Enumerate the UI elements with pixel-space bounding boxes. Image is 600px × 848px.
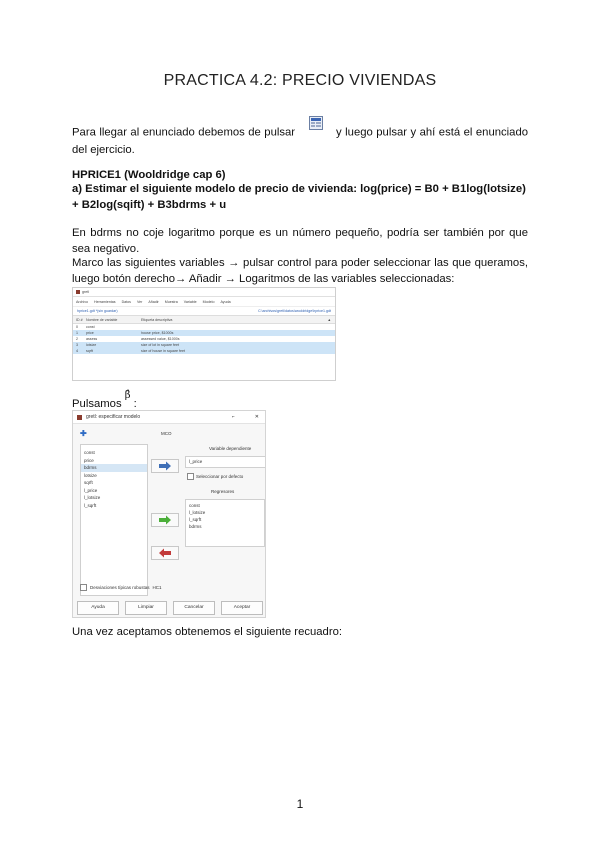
header-label: Etiqueta descriptiva	[141, 317, 173, 322]
menu-item[interactable]: Ver	[136, 299, 143, 304]
regressors-list	[185, 499, 265, 547]
variable-list	[80, 444, 148, 596]
beta-model-icon: β̂	[124, 390, 131, 402]
menu-item[interactable]: Añadir	[148, 299, 159, 304]
robust-type: HC1	[152, 585, 162, 590]
row-id: 1	[76, 331, 78, 335]
gretl-logo-icon	[77, 415, 82, 420]
dataset-icon	[309, 116, 323, 135]
row-name: price	[86, 331, 94, 335]
menu-item[interactable]: Ayuda	[220, 299, 231, 304]
arrow-right-icon	[152, 514, 178, 526]
row-id: 4	[76, 349, 78, 353]
dependent-variable-label: Variable dependiente	[209, 446, 252, 451]
list-item[interactable]: l_price	[84, 487, 98, 493]
list-item[interactable]: bdrms	[189, 524, 202, 529]
dependent-variable-field[interactable]	[185, 456, 266, 468]
default-checkbox[interactable]	[187, 473, 194, 480]
menu-item[interactable]: Herramientas	[93, 299, 116, 304]
row-name: const	[86, 325, 95, 329]
row-label: size of lot in square feet	[141, 343, 179, 347]
help-button[interactable]: Ayuda	[77, 601, 119, 615]
header-name: Nombre de variable	[86, 317, 118, 322]
main-menubar	[73, 297, 335, 307]
dataset-path-row	[73, 307, 335, 316]
maximize-icon[interactable]: ⌐	[231, 414, 235, 420]
row-label: assessed value, $1000s	[141, 337, 180, 341]
row-name: sqrft	[86, 349, 93, 353]
pulsamos-colon: :	[133, 398, 137, 410]
accept-button[interactable]: Aceptar	[221, 601, 263, 615]
main-window-title: gretl	[82, 290, 89, 294]
dataset-path: C:\archivos\gretl\datos\wooldridge\hprice1.gdt	[258, 309, 331, 313]
row-id: 0	[76, 325, 78, 329]
robust-checkbox-label: Desviaciones típicas robustas	[90, 585, 150, 590]
dependent-variable-value: l_price	[189, 459, 203, 464]
list-item[interactable]: price	[84, 457, 94, 463]
paragraph-steps: Marco las siguientes variables → pulsar control para poder seleccionar las que queramos, luego botón derecho→ Añadir → Logaritmos de las variables seleccionadas:	[72, 257, 528, 285]
menu-item[interactable]: Muestra	[164, 299, 178, 304]
row-id: 3	[76, 343, 78, 347]
arrow-right-icon	[152, 460, 178, 472]
list-item[interactable]: bdrms	[81, 464, 147, 472]
list-item[interactable]: sqrft	[84, 480, 93, 485]
exercise-heading: HPRICE1 (Wooldridge cap 6)	[72, 169, 226, 181]
header-id: ID #	[76, 317, 83, 322]
gretl-logo-icon	[76, 290, 80, 294]
row-label: house price, $1000s	[141, 331, 174, 335]
menu-item[interactable]: Datos	[121, 299, 131, 304]
row-name: assess	[86, 337, 98, 341]
clear-button[interactable]: Limpiar	[125, 601, 167, 615]
intro-text-part1: Para llegar al enunciado debemos de pulsar	[72, 126, 296, 139]
close-icon[interactable]: ✕	[254, 414, 259, 420]
list-item[interactable]: l_sqrft	[189, 517, 202, 522]
variable-table-header	[73, 316, 335, 324]
page-title: PRACTICA 4.2: PRECIO VIVIENDAS	[163, 72, 437, 89]
table-row[interactable]	[73, 348, 335, 354]
robust-checkbox[interactable]	[80, 584, 87, 591]
pulsamos-text: Pulsamos	[72, 398, 122, 410]
dialog-title: gretl: especificar modelo	[86, 414, 141, 420]
page-number: 1	[296, 797, 304, 811]
regressors-label: Regresores	[211, 489, 235, 494]
final-paragraph: Una vez aceptamos obtenemos el siguiente recuadro:	[72, 626, 343, 638]
dataset-name: hprice1.gdt *(sin guardar)	[77, 309, 118, 313]
arrow-left-icon	[152, 547, 178, 559]
list-item[interactable]: lotsize	[84, 472, 97, 478]
intro-paragraph	[72, 123, 528, 158]
exercise-statement: a) Estimar el siguiente modelo de precio de vivienda: log(price) = B0 + B1log(lotsize) + B2log(sqift) + B3bdrms + u	[72, 183, 526, 211]
default-checkbox-row[interactable]	[187, 473, 243, 480]
scroll-up-icon[interactable]: ▲	[327, 317, 331, 322]
robust-checkbox-row[interactable]	[80, 584, 162, 591]
set-dependent-button[interactable]	[151, 459, 179, 473]
list-item[interactable]: l_sqrft	[84, 502, 97, 508]
row-id: 2	[76, 337, 78, 341]
default-checkbox-label: Seleccionar por defecto	[196, 474, 244, 479]
gretl-model-dialog-screenshot	[72, 410, 266, 618]
dialog-titlebar	[73, 411, 265, 424]
row-label: size of house in square feet	[141, 349, 185, 353]
paragraph-log: En bdrms no coje logaritmo porque es un número pequeño, podría ser también por que sea negativo.	[72, 227, 528, 255]
add-regressor-button[interactable]	[151, 513, 179, 527]
menu-item[interactable]: Variable	[183, 299, 197, 304]
menu-item[interactable]: Modelo	[202, 299, 215, 304]
cancel-button[interactable]: Cancelar	[173, 601, 215, 615]
list-item[interactable]: l_lotsize	[84, 495, 101, 500]
main-titlebar	[73, 288, 335, 297]
list-item[interactable]: const	[189, 503, 200, 508]
intro-text-part2: y luego pulsar y ahí está el enunciado del ejercicio.	[72, 126, 529, 156]
list-item[interactable]: const	[84, 450, 95, 455]
row-name: lotsize	[86, 343, 97, 347]
list-item[interactable]: l_lotsize	[189, 510, 206, 515]
add-icon[interactable]: ✚	[80, 429, 87, 438]
menu-item[interactable]: Archivo	[76, 299, 88, 304]
remove-regressor-button[interactable]	[151, 546, 179, 560]
gretl-main-screenshot	[72, 287, 336, 381]
method-label: MCO	[161, 431, 172, 436]
